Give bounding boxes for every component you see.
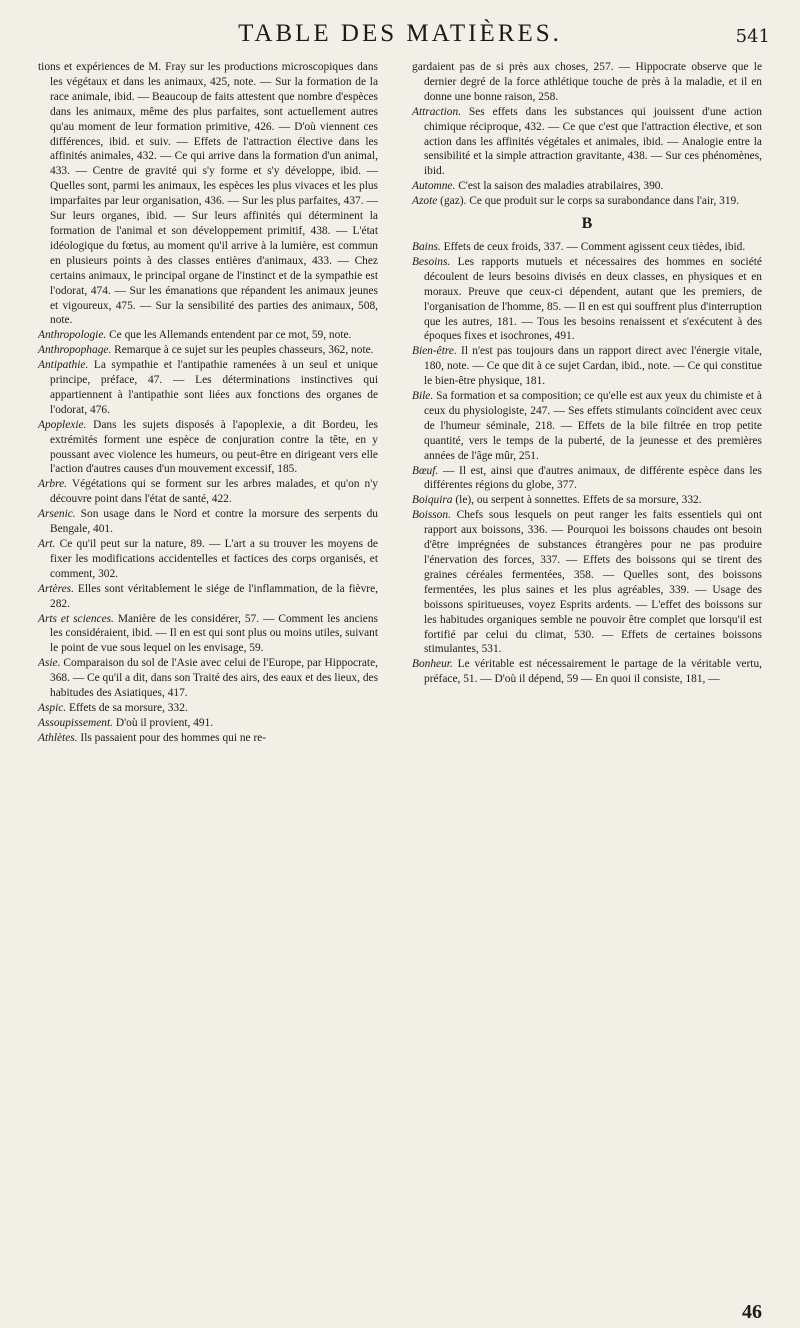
entry-headword: Athlètes. xyxy=(38,731,78,744)
entry-headword: Attraction. xyxy=(412,105,462,118)
entry-text: C'est la saison des maladies atrabilaires, 390. xyxy=(455,180,664,193)
entry-text: (gaz). Ce que produit sur le corps sa surabondance dans l'air, 319. xyxy=(437,195,740,208)
entry-text: Végétations qui se forment sur les arbres malades, et qu'on n'y découvre point dans l'état de santé, 422. xyxy=(50,478,378,506)
index-entry xyxy=(38,328,378,343)
entry-text: Dans les sujets disposés à l'apoplexie, a dit Bordeu, les extrémités forment une espèce de conjuration contre la tête, en y poussant avec violence les humeurs, ou peut-être en dirigeant vers elle l'action d'autres causes d'un mouvement excessif, 185. xyxy=(50,418,378,476)
entry-headword: Arsenic. xyxy=(38,508,76,521)
entry-headword: Azote xyxy=(412,195,438,208)
index-entry xyxy=(38,418,378,478)
index-entry xyxy=(38,656,378,701)
index-entry xyxy=(412,105,762,180)
entry-headword: Anthropologie. xyxy=(38,329,107,342)
entry-text: tions et expériences de M. Fray sur les productions microscopiques dans les végétaux et dans les animaux, 425, note. — Sur la formation de la race animale, ibid. — Beaucoup de faits attestent que nombre d'espèces dans les animaux, même des plus parfaites, sont actuellement autres qu'au moment de leur formation primitive, 426. — D'où viennent ces différences, ibid. et suiv. — Effets de l'attraction élective dans les affinités animales, 432. — Ce qui arrive dans la formation d'un animal, 433. — Centre de gravité qui s'y forme et s'y développe, ibid. — Quelles sont, parmi les animaux, les espèces les plus vivaces et les plus imparfaites par leur organisation, 436. — Sur les plus parfaites, 437. — Sur leurs organes, ibid. — Sur leurs affinités qui déterminent la formation de l'animal et son développement primitif, 438. — L'état idéologique du fœtus, au moment qu'il arrive à la lumière, est commun en plusieurs points à des classes entières d'animaux, 433. — Chez certains animaux, le principal organe de l'instinct et de la sympathie est l'odorat, 474. — Sur les émanations que répandent les animaux jeunes et vigoureux, 475. — Sur la sensibilité des parties des animaux, 508, note. xyxy=(38,61,378,327)
index-entry xyxy=(38,582,378,612)
entry-headword: Apoplexie. xyxy=(38,418,87,431)
index-entry xyxy=(412,657,762,687)
entry-headword: Antipathie. xyxy=(38,359,89,372)
index-entry-continuation xyxy=(412,60,762,105)
index-entry xyxy=(412,240,762,255)
index-entry xyxy=(412,493,762,508)
entry-headword: Anthropophage. xyxy=(38,344,112,357)
entry-text: Le véritable est nécessairement le partage de la véritable vertu, préface, 51. — D'où il dépend, 59 — En quoi il consiste, 181, — xyxy=(424,658,762,686)
index-entry xyxy=(38,358,378,418)
index-entry xyxy=(38,612,378,657)
index-entry xyxy=(412,255,762,344)
index-entry xyxy=(38,701,378,716)
entry-text: Elles sont véritablement le siége de l'inflammation, de la fièvre, 282. xyxy=(50,582,378,610)
entry-headword: Art. xyxy=(38,538,56,550)
entry-headword: Boisson. xyxy=(412,509,451,522)
entry-text: Effets de sa morsure, 332. xyxy=(66,701,188,714)
index-entry xyxy=(412,179,762,194)
entry-headword: Bile. xyxy=(412,390,434,403)
index-entry xyxy=(38,477,378,507)
entry-text: Ses effets dans les substances qui jouissent d'une action chimique réciproque, 432. — Ce que c'est que l'attraction élective, et son action dans les affinités végétales et animales, ibid. — Analogie entre la sensibilité et la simple attraction gravitante, 438. — Sur ces phénomènes, ibid. xyxy=(424,105,762,178)
index-entry xyxy=(38,343,378,358)
signature-mark: 46 xyxy=(742,1301,762,1323)
index-entry xyxy=(412,194,762,209)
page-header xyxy=(0,20,800,48)
index-entry xyxy=(412,389,762,464)
left-column xyxy=(38,60,378,746)
entry-text: La sympathie et l'antipathie ramenées à un seul et unique principe, préface, 47. — Les déterminations instinctives qui appartiennent à l'antipathie sont liées aux fonctions des organes de l'odorat, 476. xyxy=(50,359,378,416)
entry-text: Son usage dans le Nord et contre la morsure des serpents du Bengale, 401. xyxy=(50,508,378,536)
entry-text: Sa formation et sa composition; ce qu'elle est aux yeux du chimiste et à ceux du physiologiste, 247. — Ses effets stimulants coïncident avec ceux de l'humeur séminale, 218. — Effets de la bile filtrée en trop petite quantité, vers le temps de la puberté, de la jeunesse et des premières années de l'âge mûr, 251. xyxy=(424,390,762,462)
entry-text: — Il est, ainsi que d'autres animaux, de différente espèce dans les différentes régions du globe, 377. xyxy=(424,464,762,492)
entry-text: Comparaison du sol de l'Asie avec celui de l'Europe, par Hippocrate, 368. — Ce qu'il a dit, dans son Traité des airs, des eaux et des lieux, des habitudes des Asiatiques, 417. xyxy=(50,657,378,700)
entry-headword: Arts et sciences. xyxy=(38,612,114,625)
entry-headword: Bains. xyxy=(412,240,441,253)
index-entry xyxy=(412,464,762,494)
index-entry xyxy=(412,344,762,389)
index-entry xyxy=(38,716,378,731)
index-entry xyxy=(38,537,378,582)
entry-headword: Asie. xyxy=(38,657,61,670)
entry-text: Manière de les considérer, 57. — Comment les anciens les considéraient, ibid. — Il en est qui sont plus ou moins utiles, suivant le point de vue sous lequel on les envisage, 59. xyxy=(50,612,378,655)
index-entry xyxy=(38,731,378,746)
entry-headword: Bien-être. xyxy=(412,345,457,358)
entry-text: Remarque à ce sujet sur les peuples chasseurs, 362, note. xyxy=(111,344,374,357)
entry-headword: Besoins. xyxy=(412,255,451,268)
entry-headword: Boiquira xyxy=(412,494,453,507)
index-entry xyxy=(38,507,378,537)
entry-text: Ce qu'il peut sur la nature, 89. — L'art a su trouver les moyens de fixer les modifications accidentelles et factices des corps organisés, et comment, 302. xyxy=(50,538,378,580)
entry-headword: Aspic. xyxy=(38,701,67,714)
page-number: 541 xyxy=(735,26,770,47)
entry-text: Il n'est pas toujours dans un rapport direct avec l'énergie vitale, 180, note. — Ce que dit à ce sujet Cardan, ibid., note. — Ce qui constitue le bien-être physique, 181. xyxy=(424,345,762,388)
section-letter: B xyxy=(581,215,593,233)
entry-text: Effets de ceux froids, 337. — Comment agissent ceux tièdes, ibid. xyxy=(440,240,746,253)
entry-text: Chefs sous lesquels on peut ranger les faits essentiels qui ont rapport aux boissons, 336. — Pourquoi les boissons chaudes ont besoin d'être imprégnées de substances étrangères pour ne pas produire l'énervation des forces, 337. — Effets des boissons qui se tirent des graines céréales fermentées, 358. — Quelles sont, des boissons fermentées, les plus saines et les plus agréables, 339. — Usage des boissons spiritueuses, voyez Esprits ardents. — L'effet des boissons sur les habitudes organiques semble ne pouvoir être complet que lorsqu'il est fortifié par celui du climat, 530. — Effets de certaines boissons stimulantes, 531. xyxy=(424,509,762,656)
entry-text: Ce que les Allemands entendent par ce mot, 59, note. xyxy=(106,329,352,342)
entry-headword: Automne. xyxy=(412,180,456,193)
right-column xyxy=(412,60,762,687)
entry-text: Ils passaient pour des hommes qui ne re- xyxy=(77,731,267,744)
index-entry xyxy=(412,508,762,657)
entry-headword: Arbre. xyxy=(38,478,67,491)
entry-text: (le), ou serpent à sonnettes. Effets de sa morsure, 332. xyxy=(452,494,702,507)
entry-text: gardaient pas de si près aux choses, 257. — Hippocrate observe que le dernier degré de la force athlétique touche de près à la maladie, et il en donne une bonne raison, 258. xyxy=(412,61,762,103)
entry-headword: Bonheur. xyxy=(412,658,453,671)
entry-headword: Assoupissement. xyxy=(38,716,113,729)
entry-text: Les rapports mutuels et nécessaires des hommes en société découlent de leurs besoins divisés en deux classes, en physiques et en moraux. Preuve que ceux-ci dépendent, autant que les premiers, de l'organisation de l'homme, 85. — Il en est qui souffrent plus d'interruption que les autres, 181. — Tous les besoins renaissent et s'exécutent à des époques fixes et isochrones, 491. xyxy=(424,255,762,343)
entry-text: D'où il provient, 491. xyxy=(113,716,214,729)
entry-headword: Artères. xyxy=(38,582,74,595)
index-entry-continuation xyxy=(38,60,378,328)
entry-headword: Bœuf. xyxy=(412,464,439,477)
running-title: TABLE DES MATIÈRES. xyxy=(238,20,562,47)
